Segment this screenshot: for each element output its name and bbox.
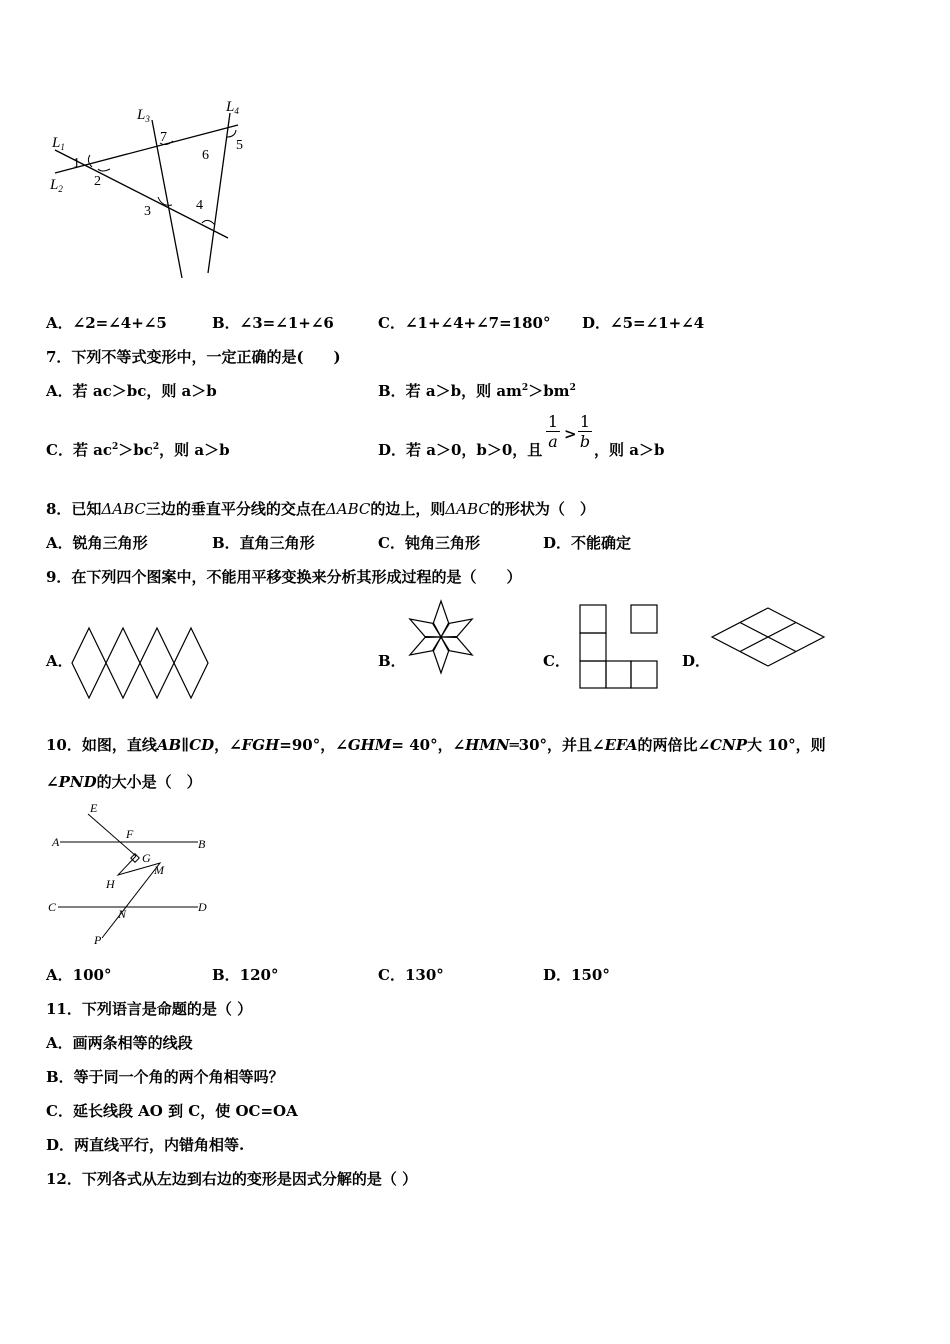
q8-option-c[interactable]: C．钝角三角形 bbox=[378, 534, 480, 552]
q6-option-c[interactable]: C．∠1+∠4+∠7=180° bbox=[378, 314, 551, 332]
q6-figure bbox=[40, 95, 260, 285]
q10-option-d[interactable]: D．150° bbox=[543, 966, 610, 984]
q11-option-b[interactable]: B．等于同一个角的两个角相等吗？ bbox=[46, 1068, 284, 1086]
q10-stem-line1: 10．如图，直线AB∥CD，∠FGH=90°，∠GHM= 40°，∠HMN═30°，并且∠EFA的两倍比∠CNP大 10°，则 bbox=[46, 736, 826, 754]
label-L1: $L_1$ bbox=[52, 135, 65, 152]
angle-arc-4 bbox=[202, 220, 215, 225]
q10-option-b[interactable]: B．120° bbox=[212, 966, 279, 984]
line-L2 bbox=[55, 125, 238, 173]
q12-stem: 12．下列各式从左边到右边的变形是因式分解的是（ ） bbox=[46, 1170, 418, 1188]
q9-stem: 9．在下列四个图案中，不能用平移变换来分析其形成过程的是（ ） bbox=[46, 568, 522, 586]
q10-label-C: C bbox=[48, 900, 57, 914]
q7-option-d-tail: ，则 a＞b bbox=[594, 441, 665, 459]
label-angle-2: 2 bbox=[94, 174, 101, 189]
q8-option-d[interactable]: D．不能确定 bbox=[543, 534, 632, 552]
q7-option-b[interactable]: B．若 a＞b，则 $am^2>bm^2$ bbox=[378, 382, 576, 400]
q11-option-c[interactable]: C．延长线段 AO 到 C，使 OC=OA bbox=[46, 1102, 298, 1120]
q8-option-a[interactable]: A．锐角三角形 bbox=[46, 534, 148, 552]
q9-pattern-d bbox=[712, 608, 828, 668]
q6-option-d[interactable]: D．∠5=∠1+∠4 bbox=[582, 314, 705, 332]
q10-label-E: E bbox=[90, 801, 98, 815]
q7-fraction-2: 1 b bbox=[579, 412, 591, 451]
label-angle-5: 5 bbox=[236, 138, 243, 153]
q7-option-a[interactable]: A．若 ac＞bc，则 a＞b bbox=[46, 382, 217, 400]
q9-option-a-label[interactable]: A． bbox=[46, 652, 73, 670]
q10-label-M: M bbox=[154, 863, 164, 877]
q10-label-G: G bbox=[142, 851, 151, 865]
label-angle-6: 6 bbox=[202, 148, 209, 163]
angle-arc-1 bbox=[88, 155, 92, 167]
q10-label-N: N bbox=[118, 907, 127, 921]
q7-stem: 7．下列不等式变形中，一定正确的是( ) bbox=[46, 348, 341, 366]
q6-option-b[interactable]: B．∠3=∠1+∠6 bbox=[212, 314, 334, 332]
q6-option-a[interactable]: A．∠2=∠4+∠5 bbox=[46, 314, 167, 332]
q11-option-d[interactable]: D．两直线平行，内错角相等. bbox=[46, 1136, 245, 1154]
q10-label-D: D bbox=[198, 900, 207, 914]
label-L3: $L_3$ bbox=[137, 107, 150, 124]
q10-label-A: A bbox=[52, 835, 60, 849]
q7-option-c[interactable]: C．若 $ac^2>bc^2$，则 a＞b bbox=[46, 441, 230, 459]
q11-stem: 11．下列语言是命题的是（ ） bbox=[46, 1000, 253, 1018]
q10-option-a[interactable]: A．100° bbox=[46, 966, 112, 984]
label-angle-3: 3 bbox=[144, 204, 151, 219]
line-L1 bbox=[55, 150, 228, 238]
q10-stem-line2: ∠PND的大小是（ ） bbox=[46, 773, 202, 791]
q10-option-c[interactable]: C．130° bbox=[378, 966, 444, 984]
angle-arc-2 bbox=[98, 169, 110, 171]
q7-gt-sign: > bbox=[564, 425, 577, 443]
q8-stem: 8．已知ΔABC三边的垂直平分线的交点在ΔABC的边上，则ΔABC的形状为（ ） bbox=[46, 500, 595, 518]
q10-label-F: F bbox=[126, 827, 134, 841]
q9-option-d-label[interactable]: D． bbox=[682, 652, 711, 670]
q10-figure bbox=[46, 800, 216, 950]
label-angle-1: 1 bbox=[73, 156, 80, 171]
q7-option-d[interactable]: D．若 a＞0，b＞0，且 bbox=[378, 441, 543, 459]
label-angle-4: 4 bbox=[196, 198, 203, 213]
q9-pattern-a bbox=[72, 628, 212, 698]
q8-option-b[interactable]: B．直角三角形 bbox=[212, 534, 315, 552]
label-angle-7: 7 bbox=[160, 130, 167, 145]
q9-option-b-label[interactable]: B． bbox=[378, 652, 406, 670]
q7-fraction-1: 1 a bbox=[547, 412, 559, 451]
angle-arc-5 bbox=[227, 130, 236, 137]
q9-pattern-c bbox=[580, 605, 660, 689]
q10-label-P: P bbox=[94, 933, 102, 947]
q9-pattern-b bbox=[404, 598, 478, 676]
q10-label-B: B bbox=[198, 837, 206, 851]
label-L2: $L_2$ bbox=[50, 177, 63, 194]
label-L4: $L_4$ bbox=[226, 99, 239, 116]
q11-option-a[interactable]: A．画两条相等的线段 bbox=[46, 1034, 193, 1052]
q10-label-H: H bbox=[106, 877, 115, 891]
q9-option-c-label[interactable]: C． bbox=[543, 652, 570, 670]
line-L4 bbox=[208, 113, 230, 273]
